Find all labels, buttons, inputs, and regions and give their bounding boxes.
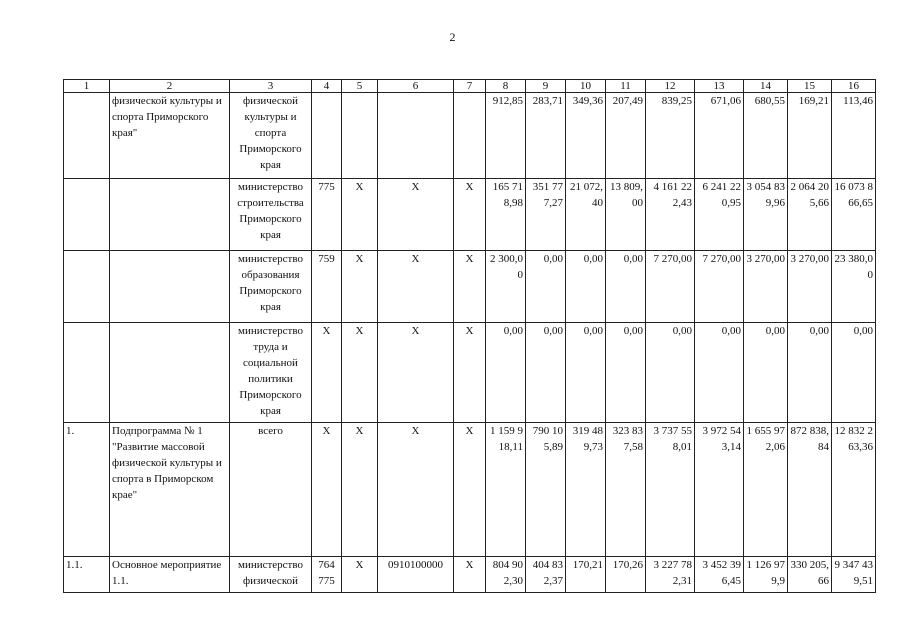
table-cell: всего xyxy=(230,423,312,557)
table-cell: X xyxy=(342,557,378,593)
table-cell: 0,00 xyxy=(566,323,606,423)
table-cell xyxy=(378,93,454,179)
column-header: 3 xyxy=(230,80,312,93)
table-cell: 1 655 972,06 xyxy=(744,423,788,557)
column-header: 9 xyxy=(526,80,566,93)
table-cell: 319 489,73 xyxy=(566,423,606,557)
table-cell: X xyxy=(378,423,454,557)
table-cell: 0,00 xyxy=(526,323,566,423)
table-cell: 671,06 xyxy=(695,93,744,179)
table-cell xyxy=(64,93,110,179)
table-cell: 839,25 xyxy=(646,93,695,179)
table-cell: X xyxy=(378,323,454,423)
column-header: 1 xyxy=(64,80,110,93)
table-row xyxy=(64,423,876,557)
table-cell: X xyxy=(312,423,342,557)
table-cell: 0,00 xyxy=(606,323,646,423)
column-header: 6 xyxy=(378,80,454,93)
table-row xyxy=(64,323,876,423)
column-header: 10 xyxy=(566,80,606,93)
column-header: 7 xyxy=(454,80,486,93)
table-cell: 330 205,66 xyxy=(788,557,832,593)
table-cell: 349,36 xyxy=(566,93,606,179)
table-cell: 3 270,00 xyxy=(744,251,788,323)
table-cell: 13 809,00 xyxy=(606,179,646,251)
table-cell: 3 972 543,14 xyxy=(695,423,744,557)
budget-table xyxy=(63,79,876,593)
table-cell xyxy=(454,93,486,179)
table-cell: 680,55 xyxy=(744,93,788,179)
table-cell xyxy=(64,179,110,251)
table-cell: 0,00 xyxy=(744,323,788,423)
page-number: 2 xyxy=(449,30,456,44)
table-cell xyxy=(312,93,342,179)
table-cell: X xyxy=(454,323,486,423)
table-cell: 0,00 xyxy=(646,323,695,423)
table-header xyxy=(64,80,876,93)
column-header: 4 xyxy=(312,80,342,93)
table-row xyxy=(64,93,876,179)
table-cell xyxy=(110,323,230,423)
table-cell: 759 xyxy=(312,251,342,323)
table-cell: 0,00 xyxy=(566,251,606,323)
table-cell: X xyxy=(312,323,342,423)
table-cell: X xyxy=(342,323,378,423)
table-cell: 207,49 xyxy=(606,93,646,179)
table-cell: Подпрограмма № 1 "Развитие массовой физической культуры и спорта в Приморском крае" xyxy=(110,423,230,557)
column-header: 5 xyxy=(342,80,378,93)
table-row xyxy=(64,251,876,323)
table-cell: 169,21 xyxy=(788,93,832,179)
table-cell: министерство труда и социальной политики Приморского края xyxy=(230,323,312,423)
table-cell xyxy=(342,93,378,179)
table-cell: 0,00 xyxy=(486,323,526,423)
table-cell: 404 832,37 xyxy=(526,557,566,593)
table-cell: физической культуры и спорта Приморского края" xyxy=(110,93,230,179)
table-cell: 283,71 xyxy=(526,93,566,179)
table-cell: X xyxy=(342,251,378,323)
table-cell: 23 380,00 xyxy=(832,251,876,323)
table-cell: 351 777,27 xyxy=(526,179,566,251)
table-cell: 170,21 xyxy=(566,557,606,593)
table-cell: 21 072,40 xyxy=(566,179,606,251)
table-cell: 165 718,98 xyxy=(486,179,526,251)
table-cell: 3 227 782,31 xyxy=(646,557,695,593)
column-header: 14 xyxy=(744,80,788,93)
table-cell: X xyxy=(342,423,378,557)
table-cell: 6 241 220,95 xyxy=(695,179,744,251)
table-cell: 16 073 866,65 xyxy=(832,179,876,251)
table-cell: 3 270,00 xyxy=(788,251,832,323)
table-cell: 113,46 xyxy=(832,93,876,179)
table-cell: 804 902,30 xyxy=(486,557,526,593)
table-cell: X xyxy=(454,423,486,557)
table-cell: X xyxy=(342,179,378,251)
table-cell: 2 300,00 xyxy=(486,251,526,323)
table-cell: 0,00 xyxy=(788,323,832,423)
table-cell: 0910100000 xyxy=(378,557,454,593)
column-header: 8 xyxy=(486,80,526,93)
table-cell: 12 832 263,36 xyxy=(832,423,876,557)
table-cell: 170,26 xyxy=(606,557,646,593)
table-cell: 9 347 439,51 xyxy=(832,557,876,593)
table-cell: 1 159 918,11 xyxy=(486,423,526,557)
table-cell: 775 xyxy=(312,179,342,251)
table-cell xyxy=(110,179,230,251)
table-cell: 3 737 558,01 xyxy=(646,423,695,557)
table-cell: министерство физической xyxy=(230,557,312,593)
column-header: 12 xyxy=(646,80,695,93)
table-body xyxy=(64,93,876,593)
table-cell: 323 837,58 xyxy=(606,423,646,557)
table-cell: 2 064 205,66 xyxy=(788,179,832,251)
table-cell: X xyxy=(378,179,454,251)
table-cell: 3 054 839,96 xyxy=(744,179,788,251)
table-cell: 912,85 xyxy=(486,93,526,179)
table-cell: Основное мероприятие 1.1. xyxy=(110,557,230,593)
table-cell: физической культуры и спорта Приморского края xyxy=(230,93,312,179)
table-cell: 4 161 222,43 xyxy=(646,179,695,251)
table-cell: 1. xyxy=(64,423,110,557)
column-header: 16 xyxy=(832,80,876,93)
table-cell: 872 838,84 xyxy=(788,423,832,557)
table-cell xyxy=(64,323,110,423)
column-header: 13 xyxy=(695,80,744,93)
table-cell: 0,00 xyxy=(695,323,744,423)
table-cell: X xyxy=(454,179,486,251)
table-cell: 1 126 979,9 xyxy=(744,557,788,593)
table-cell: 3 452 396,45 xyxy=(695,557,744,593)
table-cell: 0,00 xyxy=(526,251,566,323)
table-cell: X xyxy=(378,251,454,323)
column-header: 15 xyxy=(788,80,832,93)
table-cell: министерство образования Приморского края xyxy=(230,251,312,323)
table-cell: 0,00 xyxy=(832,323,876,423)
column-header: 2 xyxy=(110,80,230,93)
table-cell: 790 105,89 xyxy=(526,423,566,557)
table-cell: 7 270,00 xyxy=(695,251,744,323)
table-row xyxy=(64,179,876,251)
table-cell xyxy=(110,251,230,323)
table-cell: министерство строительства Приморского края xyxy=(230,179,312,251)
table-row xyxy=(64,557,876,593)
table-cell: 764 775 xyxy=(312,557,342,593)
table-cell: 0,00 xyxy=(606,251,646,323)
table-cell: 7 270,00 xyxy=(646,251,695,323)
table-cell: X xyxy=(454,557,486,593)
table-cell: X xyxy=(454,251,486,323)
table-cell xyxy=(64,251,110,323)
column-header: 11 xyxy=(606,80,646,93)
table-cell: 1.1. xyxy=(64,557,110,593)
